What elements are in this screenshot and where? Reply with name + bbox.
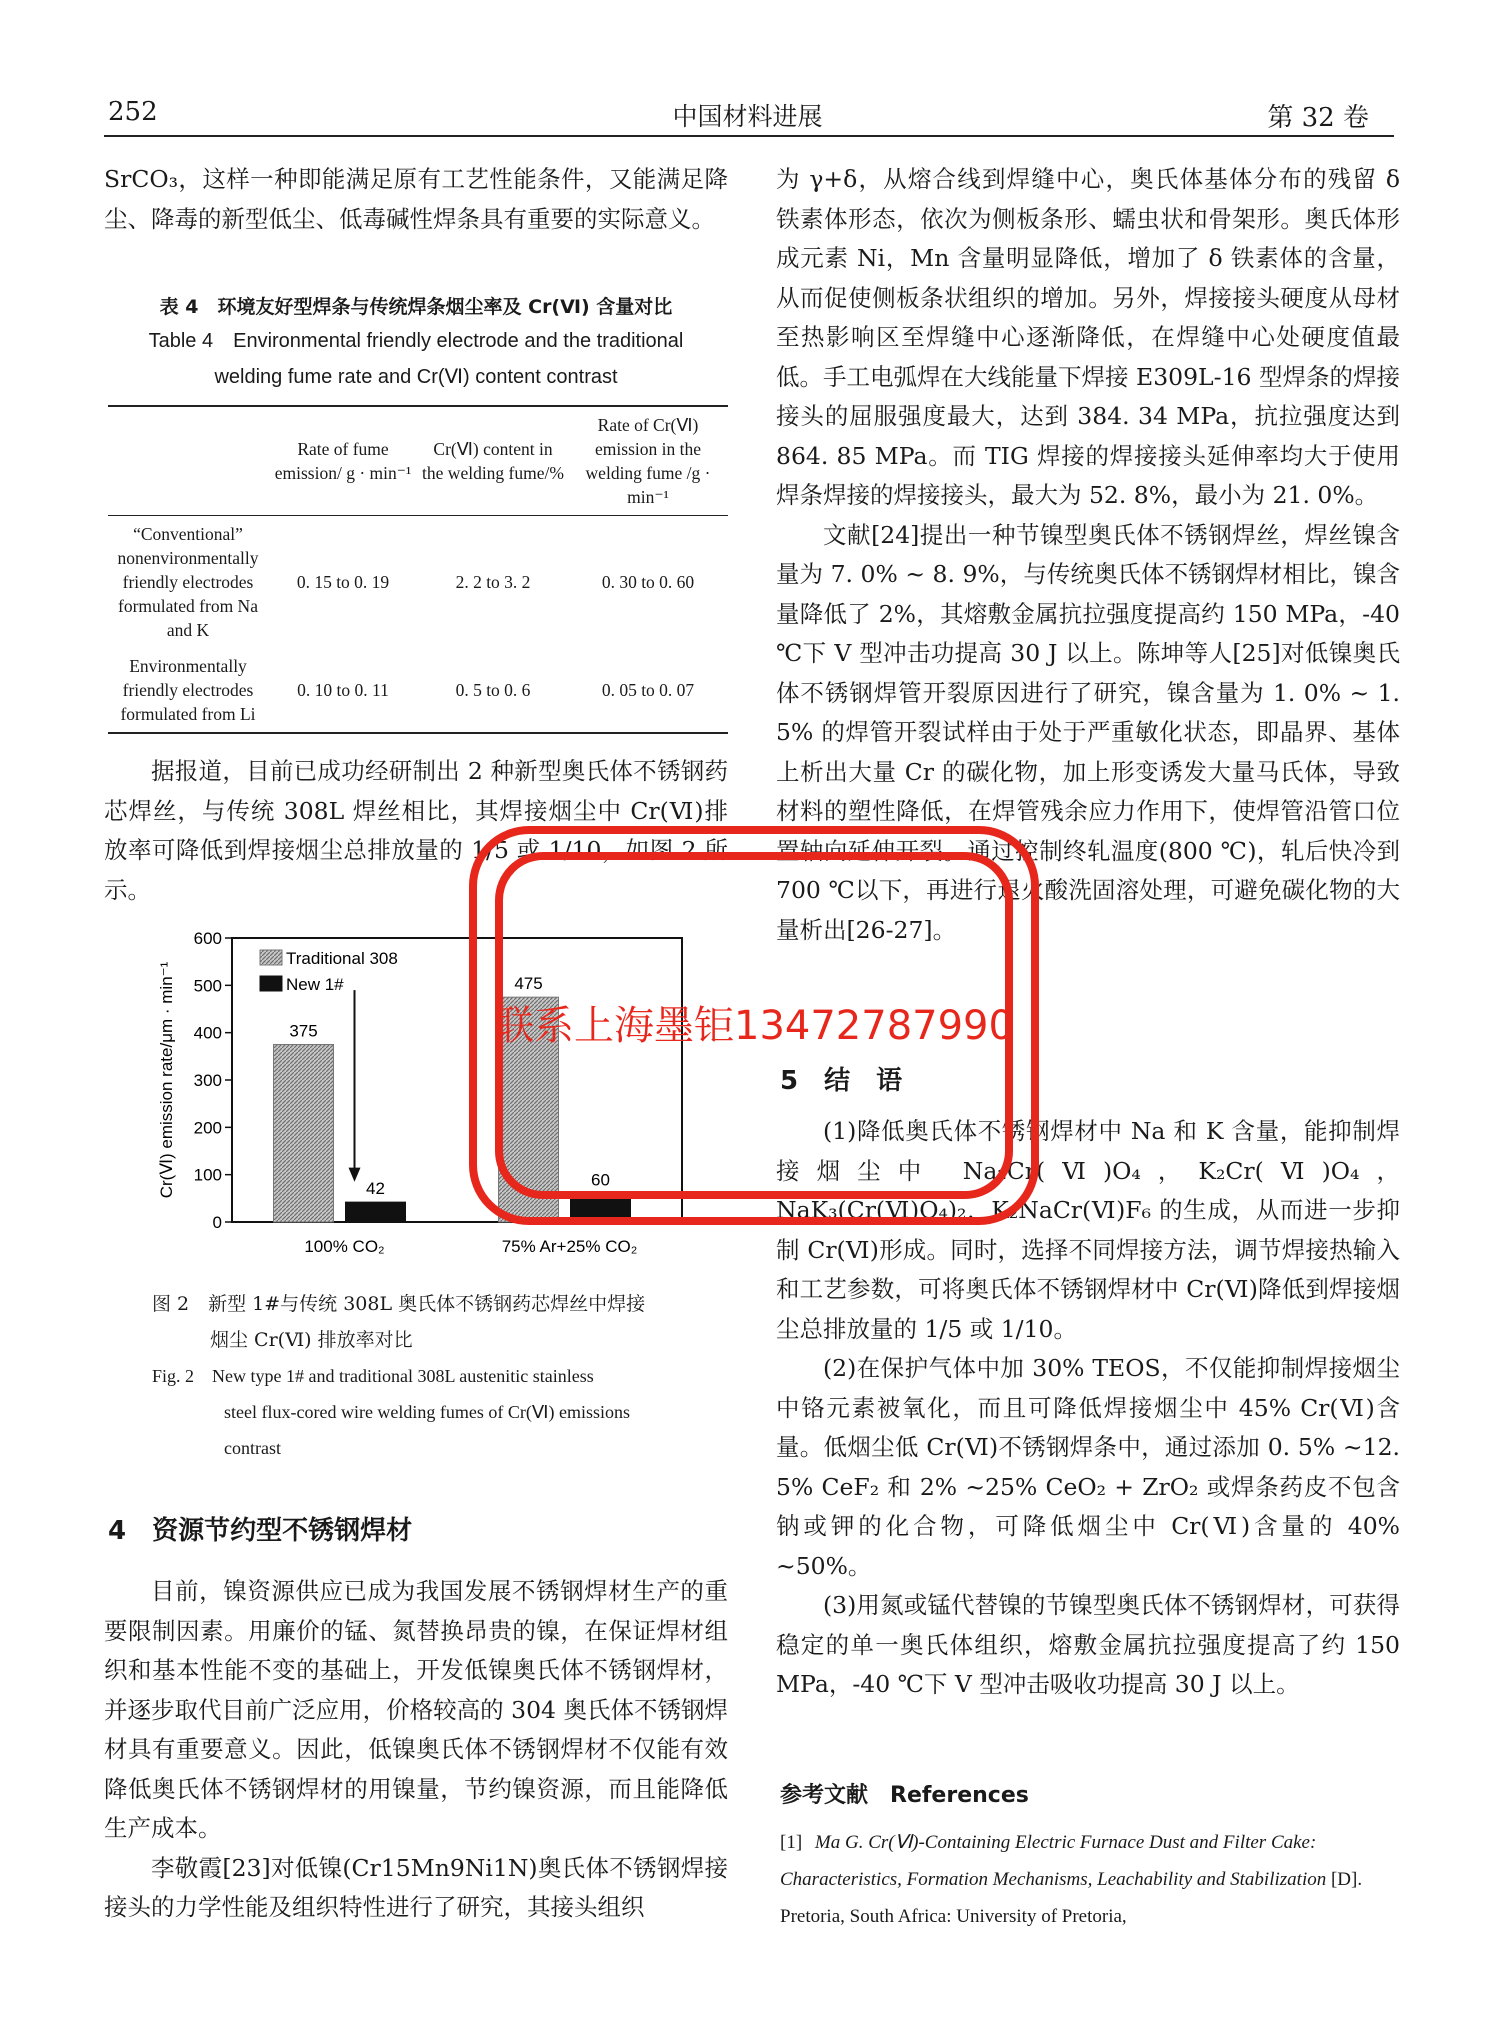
x-tick-label: 100% CO₂ xyxy=(304,1237,385,1256)
bar xyxy=(571,1194,631,1222)
right-paragraph-1: 为 γ+δ，从熔合线到焊缝中心，奥氏体基体分布的残留 δ 铁素体形态，依次为侧板条形、蠕虫状和骨架形。奥氏体形成元素 Ni，Mn 含量明显降低，增加了 δ 铁素体的含量，从而促使侧板条状组织的增加。另外，焊接接头硬度从母材至热影响区至焊缝中心逐渐降低，在焊缝中心处硬度值最低。手工电弧焊在大线能量下焊接 E309L-16 型焊条的焊接接头的屈服强度最大，达到 384. 34 MPa，抗拉强度达到 864. 85 MPa。而 TIG 焊接的焊接接头延伸率均大于使用焊条焊接的焊接接头，最大为 52. 8%，最小为 21. 0%。 xyxy=(776,165,1400,509)
right-paragraph-5: (3)用氮或锰代替镍的节镍型奥氏体不锈钢焊材，可获得稳定的单一奥氏体组织，熔敷金属抗拉强度提高了约 150 MPa，-40 ℃下 V 型冲击吸收功提高 30 J 以上。 xyxy=(776,1591,1400,1698)
figure2-chart xyxy=(150,920,690,1270)
legend-label: New 1# xyxy=(286,975,344,994)
left-paragraph-4: 李敬霞[23]对低镍(Cr15Mn9Ni1N)奥氏体不锈钢焊接接头的力学性能及组织特性进行了研究，其接头组织 xyxy=(104,1853,728,1921)
x-tick-label: 75% Ar+25% CO₂ xyxy=(501,1237,638,1256)
volume-label: 第 32 卷 xyxy=(1267,103,1369,133)
section5-title: 5 结 语 xyxy=(780,1066,903,1096)
journal-title: 中国材料进展 xyxy=(672,102,823,131)
left-paragraph-2: 据报道，目前已成功经研制出 2 种新型奥氏体不锈钢药芯焊丝，与传统 308L 焊丝相比，其焊接烟尘中 Cr(Ⅵ)排放率可降低到焊接烟尘总排放量的 1/5 或 1/10，如图 2 所示。 xyxy=(104,757,728,904)
bar-data-label: 42 xyxy=(366,1179,385,1199)
section4-title: 4 资源节约型不锈钢焊材 xyxy=(108,1516,413,1546)
table-row xyxy=(108,516,728,649)
figure2-caption-cn-1: 图 2 新型 1#与传统 308L 奥氏体不锈钢药芯焊丝中焊接 xyxy=(152,1293,646,1315)
reference-item xyxy=(780,1824,1400,1935)
table4 xyxy=(108,405,728,734)
bar-data-label: 475 xyxy=(514,974,543,994)
table-header-cell xyxy=(108,406,268,516)
y-tick-label: 600 xyxy=(193,929,222,948)
left-column-2 xyxy=(104,752,728,910)
legend-label: Traditional 308 xyxy=(286,949,398,968)
figure2-caption-en-3: contrast xyxy=(224,1438,281,1458)
arrow-head xyxy=(349,1168,361,1182)
left-paragraph-1: SrCO₃，这样一种即能满足原有工艺性能条件，又能满足降尘、降毒的新型低尘、低毒碱性焊条具有重要的实际意义。 xyxy=(104,165,728,233)
right-column-2 xyxy=(776,1112,1400,1705)
header-rule xyxy=(104,135,1394,137)
right-paragraph-3: (1)降低奥氏体不锈钢焊材中 Na 和 K 含量，能抑制焊接烟尘中 Na₂Cr(Ⅵ)O₄，K₂Cr(Ⅵ)O₄，NaK₃(Cr(Ⅵ)O₄)₂，K₂NaCr(Ⅵ)F₆ 的生成，从而进一步抑制 Cr(Ⅵ)形成。同时，选择不同焊接方法，调节焊接热输入和工艺参数，可将奥氏体不锈钢焊材中 Cr(Ⅵ)降低到焊接烟尘总排放量的 1/5 或 1/10。 xyxy=(776,1117,1400,1343)
table4-caption xyxy=(104,292,728,395)
figure2-caption-en-2: steel flux-cored wire welding fumes of Cr(Ⅵ) emissions xyxy=(224,1402,631,1422)
page-number: 252 xyxy=(108,97,158,127)
table-cell: 0. 10 to 0. 11 xyxy=(297,680,389,700)
table-cell: Environmentally friendly electrodes formulated from Li xyxy=(120,656,256,724)
legend-swatch xyxy=(260,950,282,965)
table-row xyxy=(108,648,728,733)
table-cell: 0. 15 to 0. 19 xyxy=(296,572,390,592)
right-column xyxy=(776,160,1400,950)
table4-caption-en-2: welding fume rate and Cr(Ⅵ) content contrast xyxy=(214,366,618,388)
figure2-caption-cn-2: 烟尘 Cr(Ⅵ) 排放率对比 xyxy=(210,1329,413,1351)
left-column-3 xyxy=(104,1572,728,1928)
table-header-cell: Cr(Ⅵ) content in the welding fume/% xyxy=(422,439,564,483)
right-paragraph-4: (2)在保护气体中加 30% TEOS，不仅能抑制焊接烟尘中铬元素被氧化，而且可降低焊接烟尘中 45% Cr(Ⅵ)含量。低烟尘低 Cr(Ⅵ)不锈钢焊条中，通过添加 0. 5% ~12. 5% CeF₂ 和 2% ~25% CeO₂ + ZrO₂ 或焊条药皮不包含钠或钾的化合物，可降低烟尘中 Cr(Ⅵ)含量的 40% ~50%。 xyxy=(776,1354,1400,1580)
figure2-caption xyxy=(152,1286,712,1466)
bar xyxy=(274,1045,334,1223)
bar xyxy=(499,997,559,1222)
figure2-caption-en-1: Fig. 2 New type 1# and traditional 308L austenitic stainless xyxy=(152,1366,594,1386)
y-axis-label: Cr(Ⅵ) emission rate/μm · min⁻¹ xyxy=(157,961,176,1199)
y-tick-label: 400 xyxy=(193,1023,222,1043)
watermark-text: 联系上海墨钜13472787990 xyxy=(494,1003,1014,1049)
reference-source: [D]. Pretoria, South Africa: University of Pretoria, xyxy=(780,1869,1363,1927)
references-title: 参考文献 References xyxy=(780,1783,1029,1808)
bar xyxy=(346,1202,406,1222)
table-header-cell: Rate of Cr(Ⅵ) emission in the welding fume /g · min⁻¹ xyxy=(585,415,711,507)
reference-title: Ma G. Cr(Ⅵ)-Containing Electric Furnace Dust and Filter Cake: Characteristics, Formation Mechanisms, Leachability and Stabilization xyxy=(780,1832,1327,1890)
left-paragraph-3: 目前，镍资源供应已成为我国发展不锈钢焊材生产的重要限制因素。用廉价的锰、氮替换昂贵的镍，在保证焊材组织和基本性能不变的基础上，开发低镍奥氏体不锈钢焊材，并逐步取代目前广泛应用，价格较高的 304 奥氏体不锈钢焊材具有重要意义。因此，低镍奥氏体不锈钢焊材不仅能有效降低奥氏体不锈钢焊材的用镍量，节约镍资源，而且能降低生产成本。 xyxy=(104,1577,728,1842)
table4-caption-en-1: Table 4 Environmental friendly electrode and the traditional xyxy=(148,330,684,352)
table-header-cell: Rate of fume emission/ g · min⁻¹ xyxy=(274,439,412,483)
right-paragraph-2: 文献[24]提出一种节镍型奥氏体不锈钢焊丝，焊丝镍含量为 7. 0% ~ 8. 9%，与传统奥氏体不锈钢焊材相比，镍含量降低了 2%，其熔敷金属抗拉强度提高约 150 MPa，-40 ℃下 V 型冲击功提高 30 J 以上。陈坤等人[25]对低镍奥氏体不锈钢焊管开裂原因进行了研究，镍含量为 1. 0% ~ 1. 5% 的焊管开裂试样由于处于严重敏化状态，即晶界、基体上析出大量 Cr 的碳化物，加上形变诱发大量马氏体，导致材料的塑性降低，在焊管残余应力作用下，使焊管沿管口位置轴向延伸开裂。通过控制终轧温度(800 ℃)，轧后快冷到 700 ℃以下，再进行退火酸洗固溶处理，可避免碳化物的大量析出[26-27]。 xyxy=(776,520,1400,944)
y-tick-label: 0 xyxy=(212,1213,222,1232)
left-column xyxy=(104,160,728,239)
table-cell: “Conventional” nonenvironmentally friendly electrodes formulated from Na and K xyxy=(117,524,259,640)
table-cell: 0. 05 to 0. 07 xyxy=(601,680,695,700)
y-tick-label: 100 xyxy=(193,1165,222,1185)
table-header-row xyxy=(108,406,728,516)
y-tick-label: 500 xyxy=(193,976,222,996)
bar-data-label: 375 xyxy=(289,1021,318,1041)
table4-caption-cn: 表 4 环境友好型焊条与传统焊条烟尘率及 Cr(Ⅵ) 含量对比 xyxy=(159,296,673,318)
table-cell: 2. 2 to 3. 2 xyxy=(455,572,531,592)
bar-data-label: 60 xyxy=(591,1170,610,1190)
reference-number: [1] xyxy=(780,1832,803,1853)
y-tick-label: 200 xyxy=(193,1118,222,1138)
table-cell: 0. 30 to 0. 60 xyxy=(601,572,695,592)
table-cell: 0. 5 to 0. 6 xyxy=(455,680,531,700)
legend-swatch xyxy=(260,976,282,991)
y-tick-label: 300 xyxy=(193,1071,222,1090)
